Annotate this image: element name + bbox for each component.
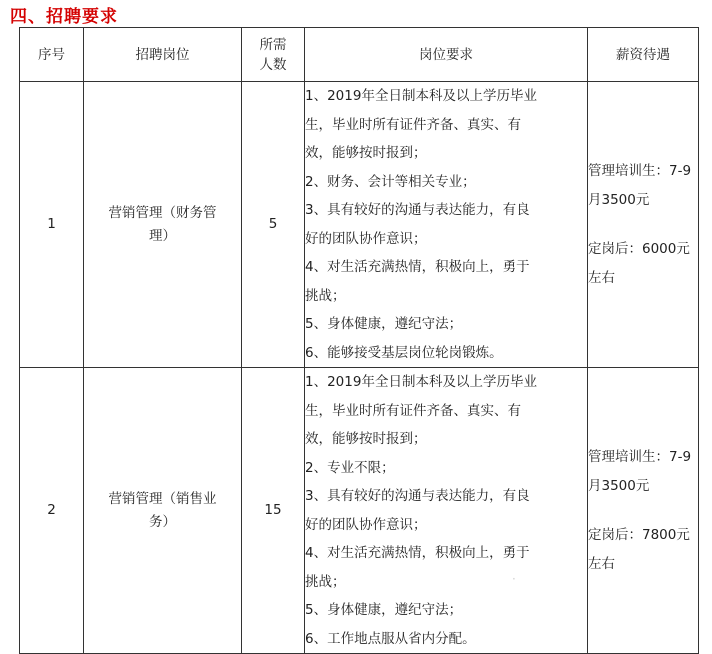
row-requirements	[305, 368, 588, 654]
requirement-line: 好的团队协作意识；	[305, 230, 427, 247]
requirement-line: 6、能够接受基层岗位轮岗锻炼。	[305, 344, 503, 361]
salary-training-line2: 月3500元	[588, 477, 650, 494]
header-salary: 薪资待遇	[588, 28, 699, 82]
requirement-line: 5、身体健康，遵纪守法；	[305, 316, 463, 332]
watermark: ·	[512, 572, 518, 586]
row-salary	[588, 82, 699, 368]
header-count-line2: 人数	[259, 56, 287, 73]
header-count-line1: 所需	[259, 36, 287, 53]
requirement-line: 1、2019年全日制本科及以上学历毕业	[305, 374, 537, 390]
requirement-line: 3、具有较好的沟通与表达能力，有良	[305, 488, 530, 504]
requirement-line: 3、具有较好的沟通与表达能力，有良	[305, 202, 530, 218]
row-position-line2: 务）	[149, 513, 176, 530]
row-index: 1	[20, 82, 84, 368]
requirement-line: 生，毕业时所有证件齐备、真实、有	[305, 402, 521, 419]
table-header-row	[20, 28, 699, 82]
salary-training-line1: 管理培训生：7-9	[588, 162, 692, 179]
requirement-line: 2、财务、会计等相关专业；	[305, 173, 476, 190]
salary-fixed-line1: 定岗后：6000元	[588, 240, 690, 257]
requirement-line: 生，毕业时所有证件齐备、真实、有	[305, 116, 521, 133]
table-row	[20, 82, 699, 368]
section-heading: 四、招聘要求	[10, 7, 118, 27]
requirement-line: 2、专业不限；	[305, 459, 395, 476]
salary-fixed-line2: 左右	[588, 555, 615, 572]
salary-training-line2: 月3500元	[588, 191, 650, 208]
recruitment-requirements-table	[19, 27, 699, 654]
row-position-line2: 理）	[149, 227, 176, 244]
row-position-line1: 营销管理（销售业	[108, 490, 217, 507]
header-requirements: 岗位要求	[305, 28, 588, 82]
header-position: 招聘岗位	[84, 28, 242, 82]
requirement-line: 效，能够按时报到；	[305, 431, 427, 447]
row-count: 15	[242, 368, 305, 654]
requirement-line: 1、2019年全日制本科及以上学历毕业	[305, 88, 537, 104]
row-count: 5	[242, 82, 305, 368]
salary-fixed-line2: 左右	[588, 269, 615, 286]
row-position	[84, 82, 242, 368]
row-requirements	[305, 82, 588, 368]
requirement-line: 5、身体健康，遵纪守法；	[305, 602, 463, 618]
header-count	[242, 28, 305, 82]
requirement-line: 4、对生活充满热情，积极向上，勇于	[305, 545, 530, 561]
row-position-line1: 营销管理（财务管	[108, 204, 217, 221]
requirement-line: 6、工作地点服从省内分配。	[305, 630, 476, 647]
header-index: 序号	[20, 28, 84, 82]
requirement-line: 挑战；	[305, 287, 346, 304]
requirement-line: 4、对生活充满热情，积极向上，勇于	[305, 259, 530, 275]
requirement-line: 效，能够按时报到；	[305, 145, 427, 161]
requirement-line: 好的团队协作意识；	[305, 516, 427, 533]
table-row	[20, 368, 699, 654]
row-index: 2	[20, 368, 84, 654]
requirement-line: 挑战；	[305, 573, 346, 590]
salary-fixed-line1: 定岗后：7800元	[588, 526, 690, 543]
salary-training-line1: 管理培训生：7-9	[588, 448, 692, 465]
row-position	[84, 368, 242, 654]
row-salary	[588, 368, 699, 654]
